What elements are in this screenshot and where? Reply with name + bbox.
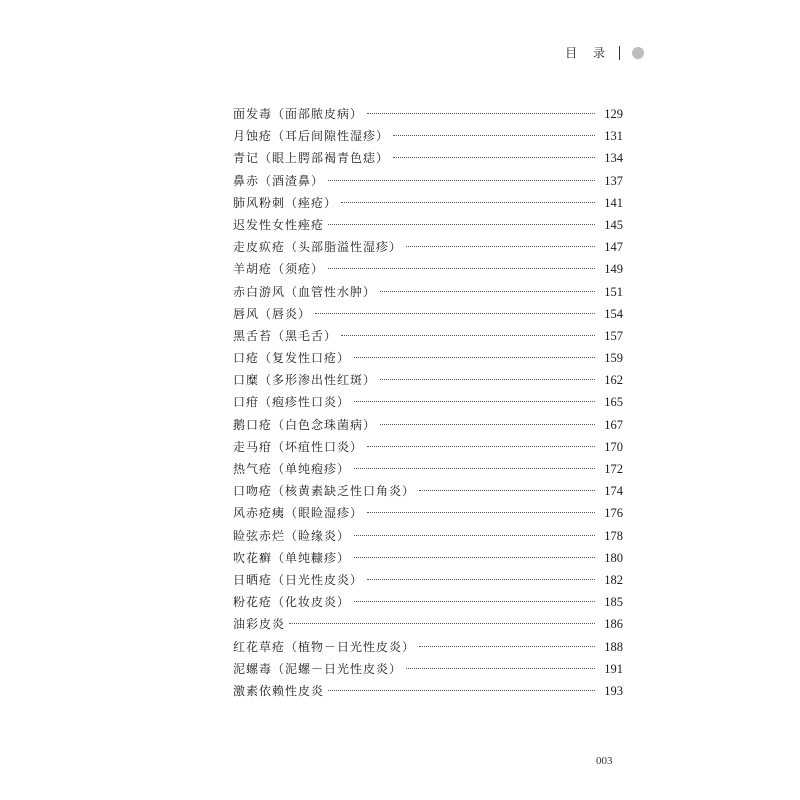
toc-entry-page: 162 <box>604 373 623 388</box>
toc-entry[interactable] <box>233 303 623 325</box>
toc-entry[interactable] <box>233 569 623 591</box>
toc-entry[interactable] <box>233 436 623 458</box>
dot-leader <box>393 135 595 136</box>
toc-entry[interactable] <box>233 281 623 303</box>
dot-leader <box>419 490 595 491</box>
toc-entry-page: 188 <box>604 639 623 654</box>
toc-entry-page: 185 <box>604 595 623 610</box>
toc-entry-page: 129 <box>604 107 623 121</box>
dot-leader <box>406 668 595 669</box>
running-header <box>565 44 644 61</box>
toc-entry-title: 鼻赤（酒渣鼻） <box>233 173 325 188</box>
dot-leader <box>341 202 595 203</box>
toc-entry-title: 风赤疮痍（眼睑湿疹） <box>233 506 364 521</box>
toc-entry-page: 141 <box>604 195 623 210</box>
toc-entry[interactable] <box>233 103 623 125</box>
toc-entry-page: 145 <box>604 217 623 232</box>
toc-entry-title: 热气疮（单纯疱疹） <box>233 462 351 476</box>
toc-entry-page: 176 <box>604 506 623 521</box>
toc-entry-title: 黑舌苔（黑毛舌） <box>233 328 338 343</box>
toc-entry-title: 泥螺毒（泥螺－日光性皮炎） <box>233 661 403 676</box>
toc-entry-title: 走皮疭疮（头部脂溢性湿疹） <box>233 240 403 255</box>
toc-entry[interactable] <box>233 192 623 214</box>
dot-leader <box>393 157 595 158</box>
toc-entry[interactable] <box>233 236 623 258</box>
toc-entry-title: 口疮（复发性口疮） <box>233 351 351 366</box>
toc-entry-page: 154 <box>604 306 623 321</box>
toc-entry-page: 131 <box>604 129 623 144</box>
dot-leader <box>354 468 595 469</box>
dot-leader <box>367 579 595 580</box>
dot-leader <box>315 313 595 314</box>
toc-entry-title: 口疳（疱疹性口炎） <box>233 395 351 410</box>
dot-leader <box>354 535 595 536</box>
toc-entry-page: 157 <box>604 328 623 343</box>
toc-entry[interactable] <box>233 325 623 347</box>
header-dot-icon <box>632 47 644 59</box>
dot-leader <box>354 557 595 558</box>
dot-leader <box>380 291 595 292</box>
page-number: 003 <box>596 755 613 767</box>
toc-entry[interactable] <box>233 680 623 702</box>
toc-entry-page: 165 <box>604 395 623 410</box>
toc-entry[interactable] <box>233 636 623 658</box>
toc-entry-title: 羊胡疮（须疮） <box>233 262 325 277</box>
toc-entry[interactable] <box>233 347 623 369</box>
toc-entry[interactable] <box>233 258 623 280</box>
toc-entry-page: 186 <box>604 617 623 632</box>
toc-entry-title: 面发毒（面部脓皮病） <box>233 107 364 121</box>
toc-entry-title: 油彩皮炎 <box>233 617 286 632</box>
toc-entry[interactable] <box>233 458 623 480</box>
toc-entry-title: 粉花疮（化妆皮炎） <box>233 595 351 610</box>
toc-entry-page: 180 <box>604 550 623 565</box>
toc-entry-title: 走马疳（坏疽性口炎） <box>233 439 364 454</box>
toc-entry-title: 月蚀疮（耳后间隙性湿疹） <box>233 129 390 144</box>
toc-entry-title: 红花草疮（植物－日光性皮炎） <box>233 639 416 654</box>
toc-entry-page: 151 <box>604 284 623 299</box>
toc-entry-page: 159 <box>604 351 623 366</box>
dot-leader <box>328 180 595 181</box>
toc-entry-page: 147 <box>604 240 623 255</box>
table-of-contents <box>233 103 623 702</box>
toc-entry[interactable] <box>233 658 623 680</box>
toc-entry-page: 191 <box>604 661 623 676</box>
toc-entry-title: 唇风（唇炎） <box>233 306 312 321</box>
toc-entry-page: 182 <box>604 572 623 587</box>
toc-entry[interactable] <box>233 613 623 635</box>
toc-entry-title: 青记（眼上腭部褐青色痣） <box>233 151 390 166</box>
dot-leader <box>367 113 595 114</box>
dot-leader <box>354 357 595 358</box>
dot-leader <box>419 646 595 647</box>
toc-entry-title: 口糜（多形渗出性红斑） <box>233 373 377 388</box>
toc-entry-page: 167 <box>604 417 623 432</box>
toc-entry-title: 激素依赖性皮炎 <box>233 683 325 698</box>
toc-entry-title: 肺风粉刺（痤疮） <box>233 195 338 210</box>
toc-entry-page: 137 <box>604 173 623 188</box>
toc-entry-title: 日晒疮（日光性皮炎） <box>233 572 364 587</box>
toc-entry[interactable] <box>233 525 623 547</box>
toc-entry[interactable] <box>233 369 623 391</box>
toc-entry-title: 吹花癣（单纯糠疹） <box>233 550 351 565</box>
dot-leader <box>380 424 595 425</box>
toc-entry[interactable] <box>233 502 623 524</box>
toc-entry[interactable] <box>233 414 623 436</box>
toc-entry-title: 迟发性女性痤疮 <box>233 217 325 232</box>
toc-entry[interactable] <box>233 547 623 569</box>
toc-entry-page: 170 <box>604 439 623 454</box>
toc-entry[interactable] <box>233 391 623 413</box>
dot-leader <box>380 379 595 380</box>
toc-entry-title: 口吻疮（核黄素缺乏性口角炎） <box>233 484 416 499</box>
dot-leader <box>328 268 595 269</box>
toc-entry[interactable] <box>233 170 623 192</box>
toc-entry-title: 睑弦赤烂（睑缘炎） <box>233 528 351 543</box>
dot-leader <box>289 623 595 624</box>
dot-leader <box>367 446 595 447</box>
toc-entry-page: 174 <box>604 484 623 499</box>
toc-entry-page: 149 <box>604 262 623 277</box>
toc-entry-page: 134 <box>604 151 623 166</box>
toc-entry[interactable] <box>233 125 623 147</box>
dot-leader <box>341 335 595 336</box>
toc-entry[interactable] <box>233 147 623 169</box>
dot-leader <box>406 246 595 247</box>
toc-entry-page: 178 <box>604 528 623 543</box>
toc-entry[interactable] <box>233 480 623 502</box>
dot-leader <box>328 224 595 225</box>
section-title: 目 录 <box>565 46 611 60</box>
toc-entry[interactable] <box>233 591 623 613</box>
toc-entry-page: 172 <box>604 462 623 476</box>
dot-leader <box>367 512 595 513</box>
header-divider <box>619 46 620 60</box>
dot-leader <box>354 401 595 402</box>
toc-entry-title: 赤白游风（血管性水肿） <box>233 284 377 299</box>
toc-entry[interactable] <box>233 214 623 236</box>
dot-leader <box>328 690 595 691</box>
toc-entry-page: 193 <box>604 683 623 698</box>
dot-leader <box>354 601 595 602</box>
toc-entry-title: 鹅口疮（白色念珠菌病） <box>233 417 377 432</box>
